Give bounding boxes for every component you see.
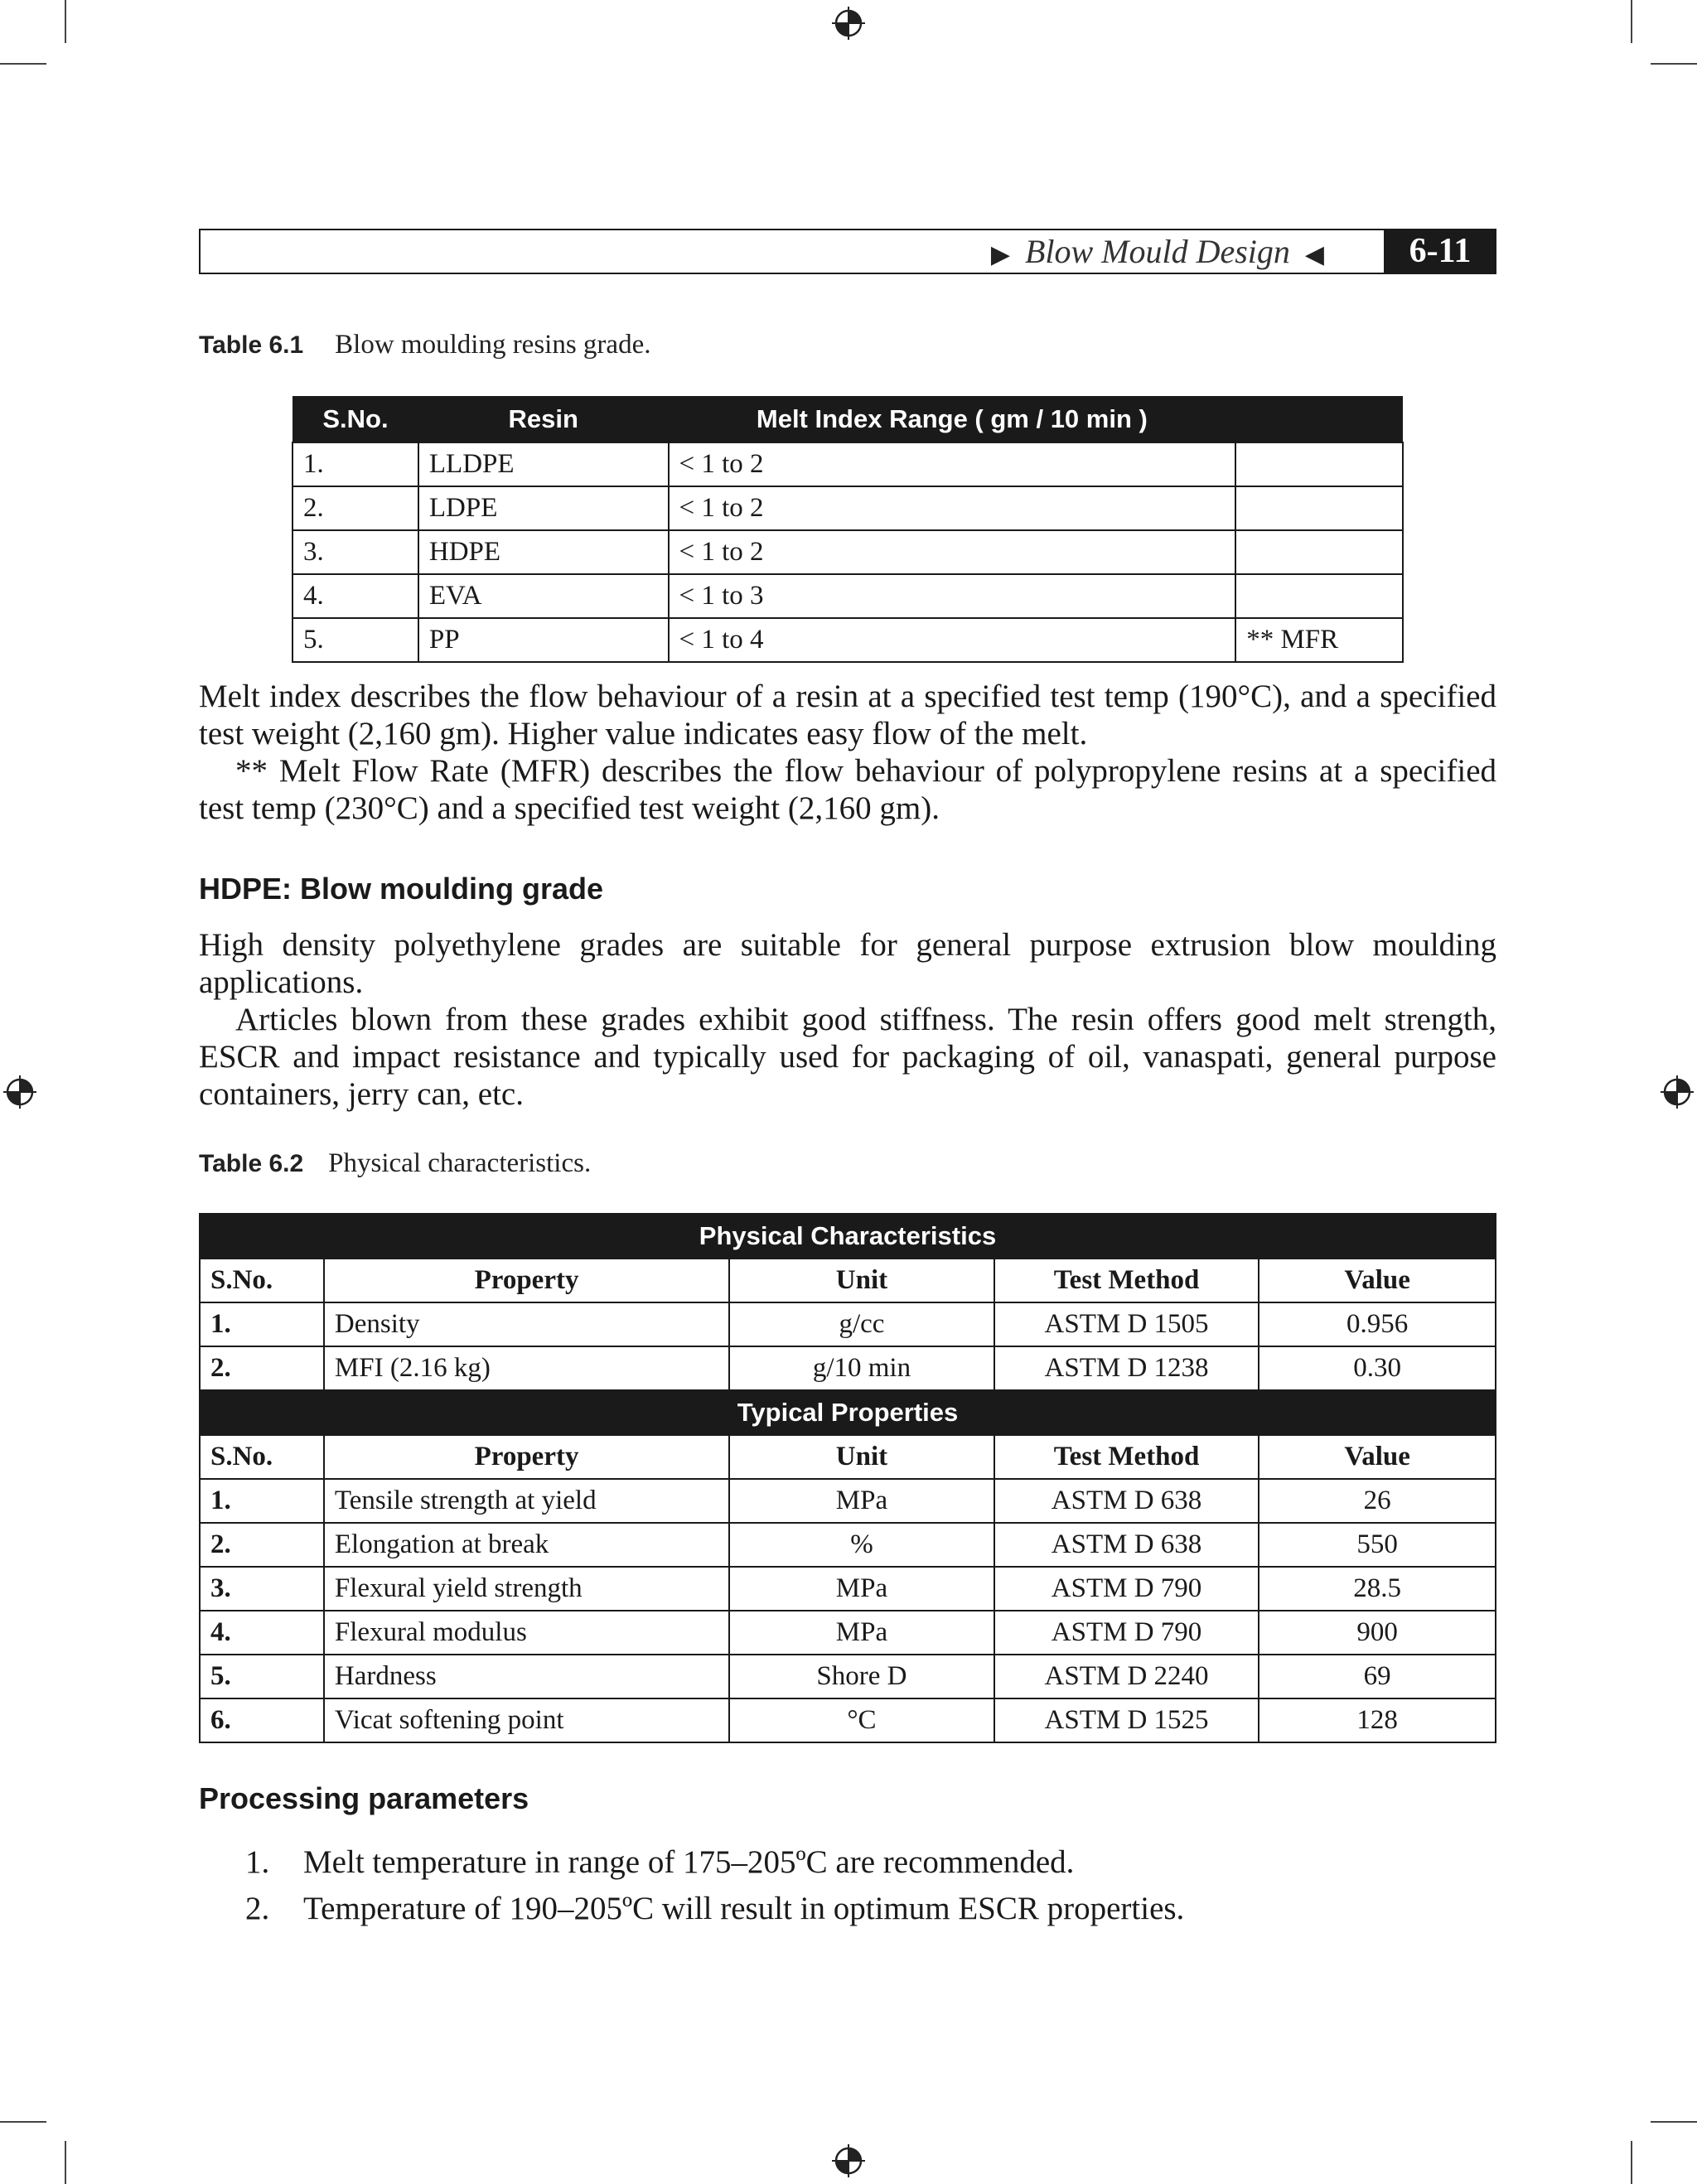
cell-property: Elongation at break	[324, 1523, 729, 1567]
cell-value: 0.30	[1259, 1346, 1496, 1390]
cell-value: 28.5	[1259, 1567, 1496, 1611]
cell-resin: EVA	[418, 574, 669, 618]
cell-value: 26	[1259, 1479, 1496, 1523]
table2-label: Table 6.2	[199, 1150, 304, 1177]
cell-test-method: ASTM D 638	[994, 1479, 1259, 1523]
column-header	[1235, 396, 1403, 442]
cell-test-method: ASTM D 790	[994, 1567, 1259, 1611]
registration-mark-icon	[2, 1074, 38, 1110]
cell-sno: 3.	[200, 1567, 324, 1611]
physical-characteristics-table	[199, 1213, 1496, 1743]
table-row	[200, 1523, 1496, 1567]
column-header: Value	[1259, 1259, 1496, 1302]
table-row	[200, 1302, 1496, 1346]
cell-note	[1235, 530, 1403, 574]
list-item	[245, 1886, 1184, 1932]
cell-sno: 1.	[293, 442, 418, 486]
cell-sno: 5.	[200, 1655, 324, 1698]
running-header-title	[976, 230, 1339, 273]
cell-sno: 3.	[293, 530, 418, 574]
cell-value: 550	[1259, 1523, 1496, 1567]
cell-sno: 2.	[200, 1346, 324, 1390]
cell-property: Vicat softening point	[324, 1698, 729, 1742]
cell-value: 0.956	[1259, 1302, 1496, 1346]
column-header: S.No.	[293, 396, 418, 442]
right-triangle-icon: ▶	[990, 241, 1010, 268]
cell-sno: 1.	[200, 1302, 324, 1346]
table-header-row	[200, 1435, 1496, 1479]
table-row	[200, 1611, 1496, 1655]
column-header: Unit	[729, 1435, 994, 1479]
cell-unit: MPa	[729, 1567, 994, 1611]
cell-sno: 6.	[200, 1698, 324, 1742]
paragraph-hdpe-articles: Articles blown from these grades exhibit good stiffness. The resin offers good melt strength, ESCR and impact resistance and typically used for packaging of oil, vanaspati, general purpose containers, jerry can, etc.	[199, 1002, 1496, 1112]
cell-melt-index: < 1 to 2	[669, 530, 1236, 574]
cell-unit: g/cc	[729, 1302, 994, 1346]
cell-test-method: ASTM D 1505	[994, 1302, 1259, 1346]
crop-mark	[1631, 2141, 1632, 2184]
table-row	[200, 1698, 1496, 1742]
table1-caption-text: Blow moulding resins grade.	[335, 330, 651, 360]
table1-label: Table 6.1	[199, 331, 304, 359]
cell-value: 900	[1259, 1611, 1496, 1655]
list-number: 1.	[245, 1844, 270, 1880]
cell-melt-index: < 1 to 2	[669, 442, 1236, 486]
table2-caption	[199, 1148, 591, 1179]
left-triangle-icon: ◀	[1304, 241, 1324, 268]
section-title-physical: Physical Characteristics	[200, 1214, 1496, 1259]
cell-note	[1235, 442, 1403, 486]
cell-unit: %	[729, 1523, 994, 1567]
column-header: S.No.	[200, 1259, 324, 1302]
cell-property: Flexural yield strength	[324, 1567, 729, 1611]
section-heading-processing: Processing parameters	[199, 1781, 529, 1815]
cell-test-method: ASTM D 638	[994, 1523, 1259, 1567]
cell-sno: 2.	[293, 486, 418, 530]
table2-caption-text: Physical characteristics.	[328, 1148, 592, 1178]
table-row	[200, 1479, 1496, 1523]
cell-melt-index: < 1 to 4	[669, 618, 1236, 662]
crop-mark	[1651, 63, 1697, 65]
column-header: Value	[1259, 1435, 1496, 1479]
cell-resin: PP	[418, 618, 669, 662]
cell-property: Hardness	[324, 1655, 729, 1698]
table-row	[200, 1655, 1496, 1698]
crop-mark	[1651, 2121, 1697, 2123]
table1-caption	[199, 330, 650, 360]
column-header: S.No.	[200, 1435, 324, 1479]
table-header-row	[200, 1259, 1496, 1302]
crop-mark	[65, 2141, 66, 2184]
cell-resin: LLDPE	[418, 442, 669, 486]
cell-property: Flexural modulus	[324, 1611, 729, 1655]
cell-property: Tensile strength at yield	[324, 1479, 729, 1523]
column-header: Resin	[418, 396, 669, 442]
table-header-row	[293, 396, 1403, 442]
registration-mark-icon	[830, 2143, 867, 2179]
cell-test-method: ASTM D 790	[994, 1611, 1259, 1655]
cell-melt-index: < 1 to 2	[669, 486, 1236, 530]
column-header: Property	[324, 1259, 729, 1302]
table-row	[200, 1346, 1496, 1390]
registration-mark-icon	[830, 5, 867, 41]
column-header: Test Method	[994, 1435, 1259, 1479]
list-number: 2.	[245, 1891, 270, 1926]
cell-sno: 5.	[293, 618, 418, 662]
running-header	[199, 229, 1496, 274]
table-row	[293, 530, 1403, 574]
cell-test-method: ASTM D 1525	[994, 1698, 1259, 1742]
cell-sno: 2.	[200, 1523, 324, 1567]
table-row	[293, 618, 1403, 662]
cell-note	[1235, 486, 1403, 530]
table-section-header	[200, 1214, 1496, 1259]
cell-unit: Shore D	[729, 1655, 994, 1698]
list-text: Melt temperature in range of 175–205ºC are recommended.	[303, 1844, 1075, 1880]
resin-grade-table	[292, 396, 1404, 663]
crop-mark	[0, 2121, 46, 2123]
cell-sno: 4.	[200, 1611, 324, 1655]
cell-test-method: ASTM D 1238	[994, 1346, 1259, 1390]
column-header: Unit	[729, 1259, 994, 1302]
table-row	[293, 574, 1403, 618]
table-row	[200, 1567, 1496, 1611]
table-section-header	[200, 1390, 1496, 1435]
registration-mark-icon	[1659, 1074, 1695, 1110]
cell-test-method: ASTM D 2240	[994, 1655, 1259, 1698]
crop-mark	[65, 0, 66, 43]
section-heading-hdpe: HDPE: Blow moulding grade	[199, 872, 604, 906]
processing-list	[245, 1839, 1184, 1932]
list-item	[245, 1839, 1184, 1886]
section-title-typical: Typical Properties	[200, 1390, 1496, 1435]
cell-property: MFI (2.16 kg)	[324, 1346, 729, 1390]
crop-mark	[0, 63, 46, 65]
list-text: Temperature of 190–205ºC will result in optimum ESCR properties.	[303, 1891, 1185, 1926]
column-header: Test Method	[994, 1259, 1259, 1302]
paragraph-melt-index: Melt index describes the flow behaviour of a resin at a specified test temp (190°C), and a specified test weight (2,160 gm). Higher value indicates easy flow of the melt.	[199, 679, 1496, 751]
cell-sno: 4.	[293, 574, 418, 618]
cell-unit: MPa	[729, 1611, 994, 1655]
cell-note	[1235, 574, 1403, 618]
cell-unit: g/10 min	[729, 1346, 994, 1390]
cell-resin: LDPE	[418, 486, 669, 530]
crop-mark	[1631, 0, 1632, 43]
cell-unit: °C	[729, 1698, 994, 1742]
paragraph-mfr: ** Melt Flow Rate (MFR) describes the flow behaviour of polypropylene resins at a specified test temp (230°C) and a specified test weight (2,160 gm).	[199, 753, 1496, 826]
cell-note: ** MFR	[1235, 618, 1403, 662]
cell-resin: HDPE	[418, 530, 669, 574]
page-number: 6-11	[1384, 229, 1496, 274]
column-header: Melt Index Range ( gm / 10 min )	[669, 396, 1236, 442]
cell-sno: 1.	[200, 1479, 324, 1523]
cell-property: Density	[324, 1302, 729, 1346]
chapter-title: Blow Mould Design	[1024, 233, 1290, 270]
paragraph-hdpe-grades: High density polyethylene grades are suitable for general purpose extrusion blow moulding applications.	[199, 927, 1496, 1000]
column-header: Property	[324, 1435, 729, 1479]
cell-melt-index: < 1 to 3	[669, 574, 1236, 618]
cell-value: 69	[1259, 1655, 1496, 1698]
table-row	[293, 486, 1403, 530]
cell-unit: MPa	[729, 1479, 994, 1523]
cell-value: 128	[1259, 1698, 1496, 1742]
table-row	[293, 442, 1403, 486]
